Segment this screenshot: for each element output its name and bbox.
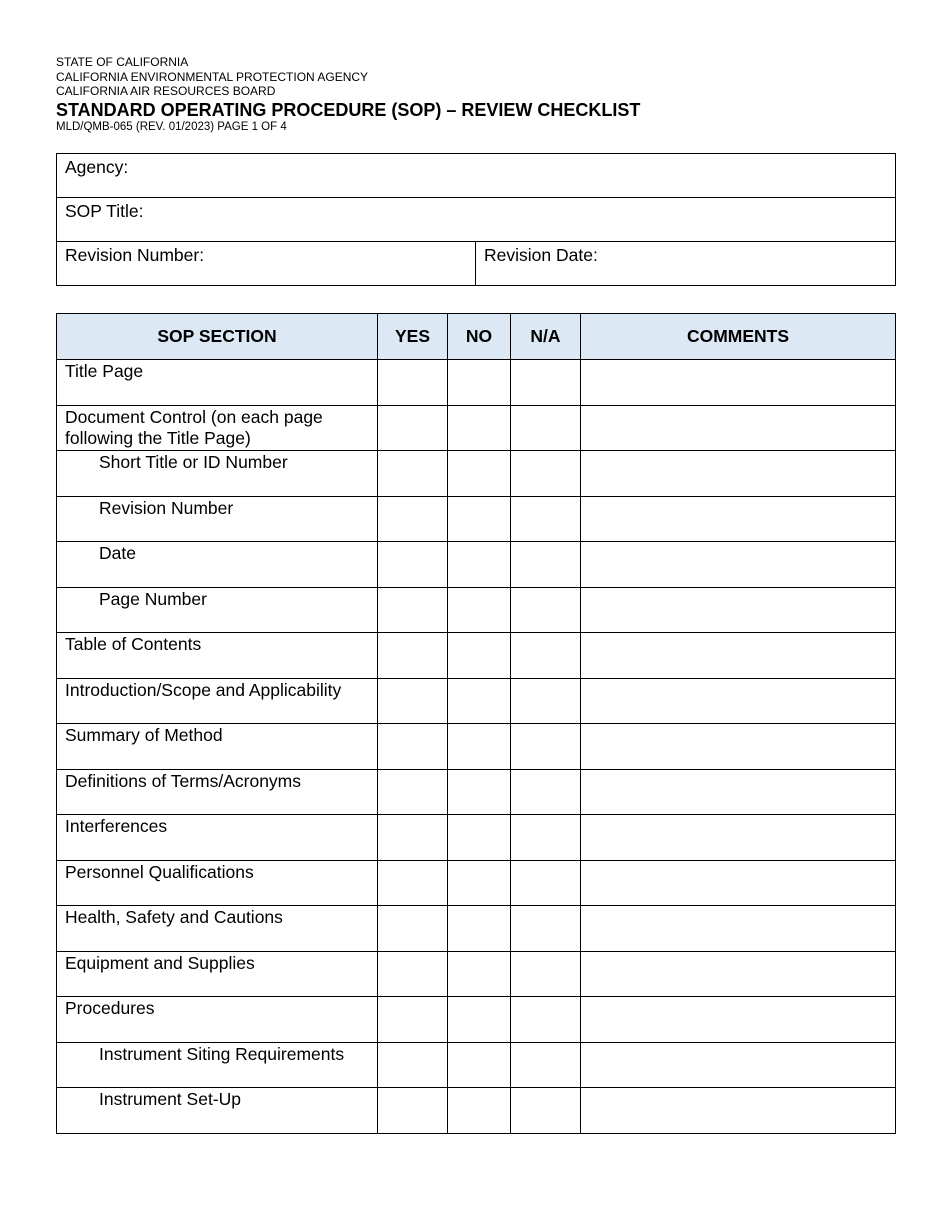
sop-section-cell: Procedures (57, 997, 378, 1043)
yes-cell[interactable] (378, 633, 448, 679)
yes-cell[interactable] (378, 1042, 448, 1088)
yes-cell[interactable] (378, 860, 448, 906)
column-header-na: N/A (511, 314, 581, 360)
na-cell[interactable] (511, 633, 581, 679)
na-cell[interactable] (511, 815, 581, 861)
comments-cell[interactable] (581, 678, 896, 724)
yes-cell[interactable] (378, 678, 448, 724)
na-cell[interactable] (511, 860, 581, 906)
na-cell[interactable] (511, 1088, 581, 1134)
comments-cell[interactable] (581, 542, 896, 588)
na-cell[interactable] (511, 951, 581, 997)
no-cell[interactable] (448, 542, 511, 588)
agency-row (57, 154, 896, 198)
no-cell[interactable] (448, 678, 511, 724)
yes-cell[interactable] (378, 405, 448, 451)
table-row (57, 678, 896, 724)
revision-number-label: Revision Number: (65, 245, 205, 265)
na-cell[interactable] (511, 496, 581, 542)
revision-number-field[interactable] (57, 242, 476, 286)
no-cell[interactable] (448, 724, 511, 770)
na-cell[interactable] (511, 587, 581, 633)
table-row (57, 860, 896, 906)
form-number: MLD/QMB-065 (REV. 01/2023) PAGE 1 OF 4 (56, 120, 287, 133)
sop-title-label: SOP Title: (65, 201, 144, 221)
no-cell[interactable] (448, 815, 511, 861)
comments-cell[interactable] (581, 951, 896, 997)
review-checklist-table (56, 313, 896, 1134)
na-cell[interactable] (511, 451, 581, 497)
checklist-header-row (57, 314, 896, 360)
yes-cell[interactable] (378, 769, 448, 815)
state-label: STATE OF CALIFORNIA (56, 55, 189, 69)
table-row (57, 769, 896, 815)
comments-cell[interactable] (581, 1042, 896, 1088)
no-cell[interactable] (448, 1088, 511, 1134)
no-cell[interactable] (448, 496, 511, 542)
no-cell[interactable] (448, 769, 511, 815)
no-cell[interactable] (448, 951, 511, 997)
na-cell[interactable] (511, 1042, 581, 1088)
comments-cell[interactable] (581, 587, 896, 633)
na-cell[interactable] (511, 360, 581, 406)
comments-cell[interactable] (581, 405, 896, 451)
sop-section-cell: Page Number (57, 587, 378, 633)
no-cell[interactable] (448, 860, 511, 906)
table-row (57, 1042, 896, 1088)
table-row (57, 405, 896, 451)
no-cell[interactable] (448, 587, 511, 633)
agency-label: Agency: (65, 157, 129, 177)
yes-cell[interactable] (378, 906, 448, 952)
agency-name-label: CALIFORNIA ENVIRONMENTAL PROTECTION AGENCY (56, 69, 369, 84)
comments-cell[interactable] (581, 769, 896, 815)
yes-cell[interactable] (378, 1088, 448, 1134)
sop-section-cell: Instrument Set-Up (57, 1088, 378, 1134)
comments-cell[interactable] (581, 860, 896, 906)
yes-cell[interactable] (378, 451, 448, 497)
na-cell[interactable] (511, 724, 581, 770)
comments-cell[interactable] (581, 906, 896, 952)
table-row (57, 997, 896, 1043)
na-cell[interactable] (511, 769, 581, 815)
comments-cell[interactable] (581, 1088, 896, 1134)
table-row (57, 1088, 896, 1134)
board-name-label: CALIFORNIA AIR RESOURCES BOARD (56, 84, 276, 98)
table-row (57, 951, 896, 997)
sop-section-cell: Short Title or ID Number (57, 451, 378, 497)
yes-cell[interactable] (378, 542, 448, 588)
table-row (57, 360, 896, 406)
sop-section-cell: Introduction/Scope and Applicability (57, 678, 378, 724)
table-row (57, 451, 896, 497)
yes-cell[interactable] (378, 951, 448, 997)
sop-section-cell: Definitions of Terms/Acronyms (57, 769, 378, 815)
table-row (57, 724, 896, 770)
sop-section-cell: Document Control (on each page following the Title Page) (57, 405, 378, 451)
table-row (57, 906, 896, 952)
revision-date-label: Revision Date: (484, 245, 598, 265)
sop-section-cell: Personnel Qualifications (57, 860, 378, 906)
column-header-yes: YES (378, 314, 448, 360)
column-header-no: NO (448, 314, 511, 360)
column-header-comments: COMMENTS (581, 314, 896, 360)
na-cell[interactable] (511, 405, 581, 451)
table-row (57, 542, 896, 588)
sop-title-field[interactable] (57, 198, 896, 242)
yes-cell[interactable] (378, 587, 448, 633)
no-cell[interactable] (448, 906, 511, 952)
sop-section-cell: Revision Number (57, 496, 378, 542)
comments-cell[interactable] (581, 724, 896, 770)
sop-info-box (56, 153, 896, 286)
revision-date-field[interactable] (476, 242, 896, 286)
comments-cell[interactable] (581, 815, 896, 861)
no-cell[interactable] (448, 997, 511, 1043)
table-row (57, 496, 896, 542)
table-row (57, 587, 896, 633)
no-cell[interactable] (448, 1042, 511, 1088)
yes-cell[interactable] (378, 360, 448, 406)
sop-section-cell: Table of Contents (57, 633, 378, 679)
comments-cell[interactable] (581, 360, 896, 406)
checklist-body (57, 360, 896, 1134)
no-cell[interactable] (448, 360, 511, 406)
comments-cell[interactable] (581, 633, 896, 679)
no-cell[interactable] (448, 405, 511, 451)
comments-cell[interactable] (581, 451, 896, 497)
na-cell[interactable] (511, 906, 581, 952)
revision-row (57, 242, 896, 286)
yes-cell[interactable] (378, 815, 448, 861)
sop-title-row (57, 198, 896, 242)
yes-cell[interactable] (378, 496, 448, 542)
page-title: STANDARD OPERATING PROCEDURE (SOP) – REVIEW CHECKLIST (56, 99, 641, 120)
sop-section-cell: Title Page (57, 360, 378, 406)
sop-section-cell: Instrument Siting Requirements (57, 1042, 378, 1088)
no-cell[interactable] (448, 633, 511, 679)
sop-section-cell: Health, Safety and Cautions (57, 906, 378, 952)
no-cell[interactable] (448, 451, 511, 497)
comments-cell[interactable] (581, 997, 896, 1043)
sop-section-cell: Summary of Method (57, 724, 378, 770)
form-header (56, 55, 640, 134)
table-row (57, 815, 896, 861)
yes-cell[interactable] (378, 724, 448, 770)
na-cell[interactable] (511, 542, 581, 588)
comments-cell[interactable] (581, 496, 896, 542)
table-row (57, 633, 896, 679)
sop-section-cell: Date (57, 542, 378, 588)
column-header-sop-section: SOP SECTION (57, 314, 378, 360)
sop-section-cell: Interferences (57, 815, 378, 861)
na-cell[interactable] (511, 997, 581, 1043)
agency-field[interactable] (57, 154, 896, 198)
na-cell[interactable] (511, 678, 581, 724)
yes-cell[interactable] (378, 997, 448, 1043)
sop-section-cell: Equipment and Supplies (57, 951, 378, 997)
